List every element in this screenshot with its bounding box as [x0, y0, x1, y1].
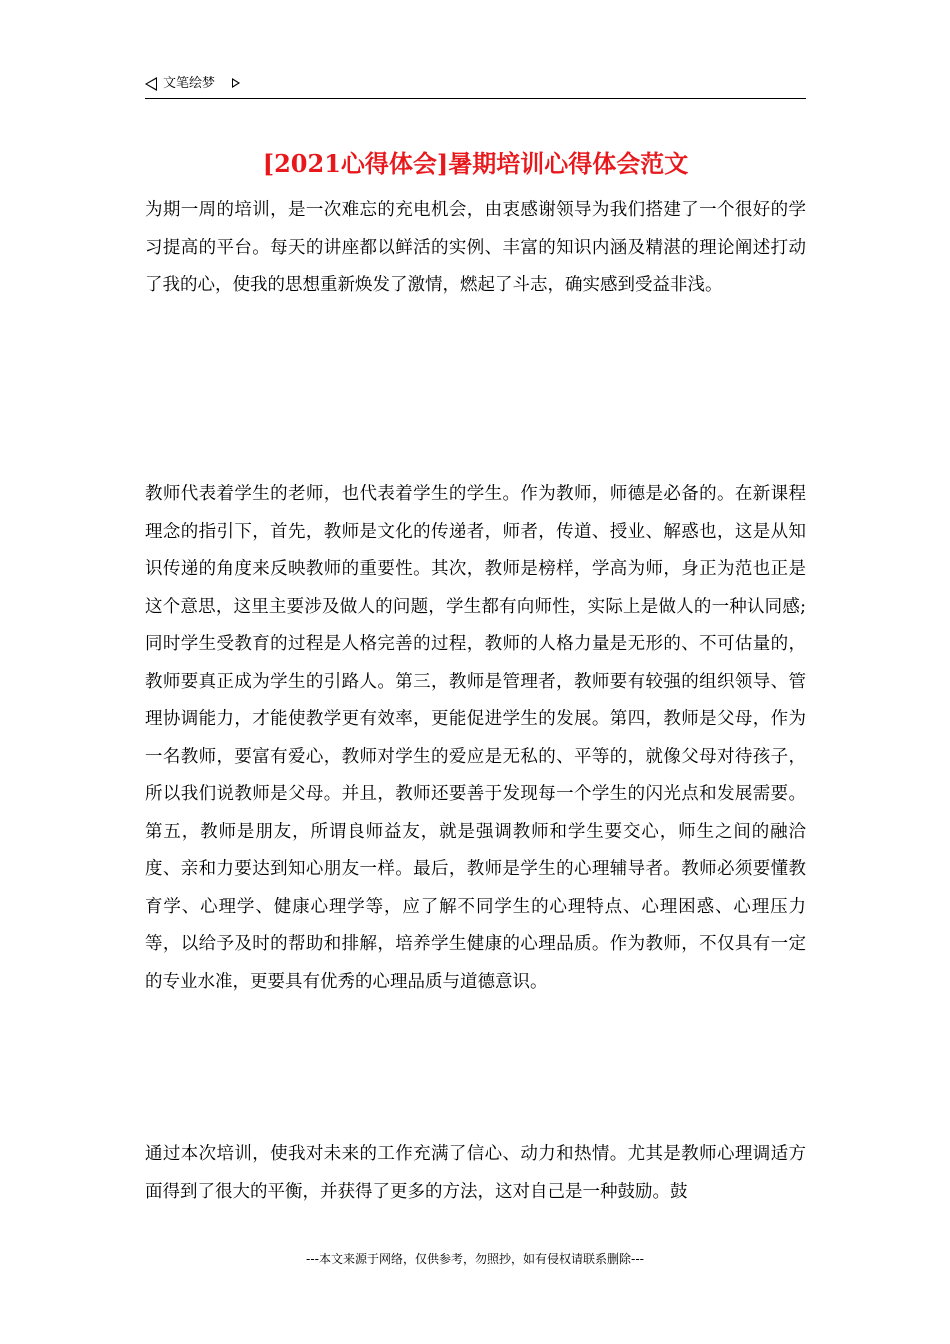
paragraph-3: 通过本次培训，使我对未来的工作充满了信心、动力和热情。尤其是教师心理调适方面得到了很大的平衡，并获得了更多的方法，这对自己是一种鼓励。鼓 [145, 1144, 806, 1202]
paragraph-2: 教师代表着学生的老师，也代表着学生的学生。作为教师，师德是必备的。在新课程理念的指引下，首先，教师是文化的传递者，师者，传道、授业、解惑也，这是从知识传递的角度来反映教师的重要性。其次，教师是榜样，学高为师，身正为范也正是这个意思，这里主要涉及做人的问题，学生都有向师性，实际上是做人的一种认同感;同时学生受教育的过程是人格完善的过程，教师的人格力量是无形的、不可估量的，教师要真正成为学生的引路人。第三，教师是管理者，教师要有较强的组织领导、管理协调能力，才能使教学更有效率，更能促进学生的发展。第四，教师是父母，作为一名教师，要富有爱心，教师对学生的爱应是无私的、平等的，就像父母对待孩子，所以我们说教师是父母。并且，教师还要善于发现每一个学生的闪光点和发展需要。第五，教师是朋友，所谓良师益友，就是强调教师和学生要交心，师生之间的融洽度、亲和力要达到知心朋友一样。最后，教师是学生的心理辅导者。教师必须要懂教育学、心理学、健康心理学等，应了解不同学生的心理特点、心理困惑、心理压力等，以给予及时的帮助和排解，培养学生健康的心理品质。作为教师，不仅具有一定的专业水准，更要具有优秀的心理品质与道德意识。 [145, 484, 806, 992]
left-triangle-icon [145, 77, 157, 91]
header-brand: 文笔绘梦 [163, 76, 216, 91]
page-header [145, 74, 806, 99]
footer-notice: ---本文来源于网络，仅供参考，勿照抄，如有侵权请联系删除--- [306, 1252, 644, 1266]
right-triangle-icon [232, 78, 240, 88]
paragraph-1: 为期一周的培训，是一次难忘的充电机会，由衷感谢领导为我们搭建了一个很好的学习提高的平台。每天的讲座都以鲜活的实例、丰富的知识内涵及精湛的理论阐述打动了我的心，使我的思想重新焕发了激情，燃起了斗志，确实感到受益非浅。 [145, 200, 806, 295]
document-title: [2021心得体会]暑期培训心得体会范文 [262, 149, 689, 178]
